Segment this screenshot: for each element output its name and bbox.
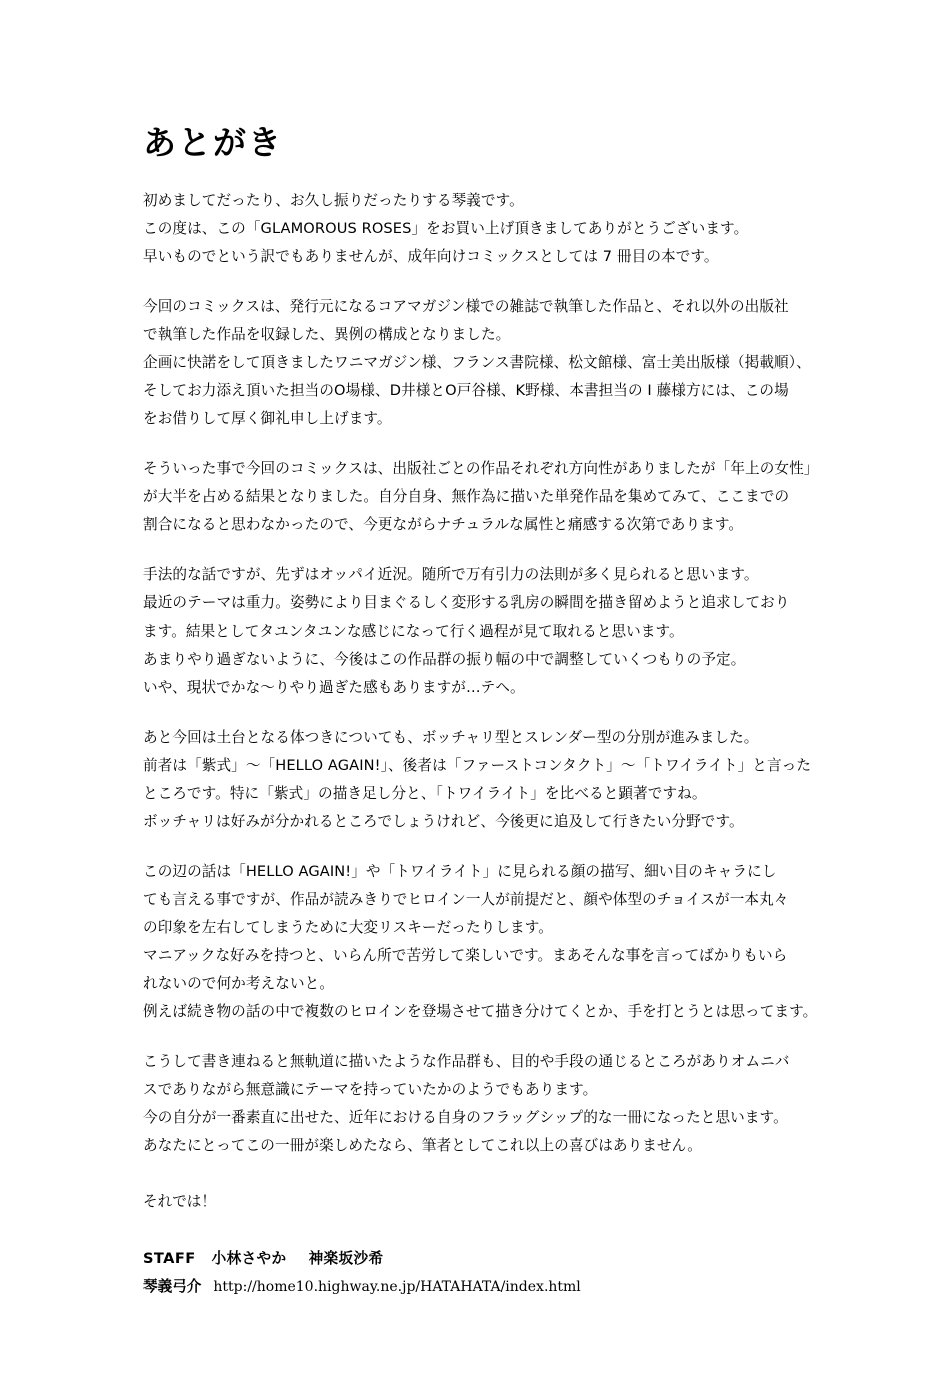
paragraph-7 (143, 1048, 843, 1160)
text-line: 前者は「紫式」〜「HELLO AGAIN!」、後者は「ファーストコンタクト」〜「トワイライト」と言った (143, 756, 812, 774)
text-line: こうして書き連ねると無軌道に描いたような作品群も、目的や手段の通じるところがありオムニバ (143, 1052, 790, 1070)
paragraph-4 (143, 561, 843, 701)
text-line: ます。結果としてタユンタユンな感じになって行く過程が見て取れると思います。 (143, 622, 684, 640)
text-line: 割合になると思わなかったので、今更ながらナチュラルな属性と痛感する次第であります。 (143, 516, 744, 534)
text-line: 手法的な話ですが、先ずはオッパイ近況。随所で万有引力の法則が多く見られると思います。 (143, 566, 759, 584)
text-line: をお借りして厚く御礼申し上げます。 (143, 410, 392, 428)
text-line: ても言える事ですが、作品が読みきりでヒロイン一人が前提だと、顔や体型のチョイスが一本丸々 (143, 890, 789, 908)
text-line: あまりやり過ぎないように、今後はこの作品群の振り幅の中で調整していくつもりの予定。 (143, 650, 746, 668)
text-line: 企画に快諾をして頂きましたワニマガジン様、フランス書院様、松文館様、富士美出版様（掲載順）、 (143, 354, 811, 372)
paragraph-3 (143, 455, 843, 539)
text-line: あなたにとってこの一冊が楽しめたなら、筆者としてこれ以上の喜びはありません。 (143, 1136, 702, 1154)
author-website-url: http://home10.highway.ne.jp/HATAHATA/index.html (213, 1279, 581, 1296)
text-line: 初めましてだったり、お久し振りだったりする琴義です。 (143, 192, 524, 210)
text-line: 今回のコミックスは、発行元になるコアマガジン様での雑誌で執筆した作品と、それ以外の出版社 (143, 298, 789, 316)
text-line: この度は、この「GLAMOROUS ROSES」をお買い上げ頂きましてありがとうございます。 (143, 220, 749, 238)
staff-member-name: 神楽坂沙希 (308, 1249, 384, 1267)
staff-credits (143, 1245, 843, 1302)
paragraph-5 (143, 724, 843, 836)
text-line: あと今回は土台となる体つきについても、ボッチャリ型とスレンダー型の分別が進みました。 (143, 728, 759, 746)
text-line: スでありながら無意識にテーマを持っていたかのようでもあります。 (143, 1080, 598, 1098)
text-line: この辺の話は「HELLO AGAIN!」や「トワイライト」に見られる顔の描写、細い目のキャラにし (143, 862, 777, 880)
text-line: 今の自分が一番素直に出せた、近年における自身のフラッグシップ的な一冊になったと思います。 (143, 1108, 788, 1126)
staff-member-name: 小林さやか (211, 1249, 287, 1267)
text-line: 例えば続き物の話の中で複数のヒロインを登場させて描き分けてくとか、手を打とうとは思ってます。 (143, 1002, 818, 1020)
staff-row (143, 1245, 843, 1273)
page-title: あとがき (143, 123, 283, 162)
closing-text: それでは！ (143, 1192, 216, 1210)
text-line: ところです。特に「紫式」の描き足し分と、「トワイライト」を比べると顕著ですね。 (143, 784, 707, 802)
paragraph-6 (143, 858, 843, 1026)
paragraph-2 (143, 293, 843, 433)
author-name: 琴義弓介 (143, 1278, 202, 1296)
text-line: れないので何か考えないと。 (143, 974, 335, 992)
text-line: で執筆した作品を収録した、異例の構成となりました。 (143, 326, 511, 344)
text-line: マニアックな好みを持つと、いらん所で苦労して楽しいです。まあそんな事を言ってばかりもいら (143, 946, 788, 964)
text-line: そういった事で今回のコミックスは、出版社ごとの作品それぞれ方向性がありましたが「年上の女性」 (143, 460, 819, 478)
text-line: ボッチャリは好みが分かれるところでしょうけれど、今後更に追及して行きたい分野です。 (143, 812, 744, 830)
staff-label: STAFF (143, 1249, 196, 1267)
text-line: 早いものでという訳でもありませんが、成年向けコミックスとしては 7 冊目の本です。 (143, 248, 719, 266)
author-row (143, 1273, 843, 1301)
text-line: そしてお力添え頂いた担当のO場様、D井様とO戸谷様、K野様、本書担当の I 藤様方には、この場 (143, 382, 789, 400)
afterword-content (143, 125, 843, 1302)
text-line: 最近のテーマは重力。姿勢により目まぐるしく変形する乳房の瞬間を描き留めようと追求しており (143, 594, 790, 612)
text-line: が大半を占める結果となりました。自分自身、無作為に描いた単発作品を集めてみて、ここまでの (143, 488, 790, 506)
paragraph-1 (143, 187, 843, 271)
text-line: いや、現状でかな〜りやり過ぎた感もありますが…テヘ。 (143, 678, 525, 696)
text-line: の印象を左右してしまうために大変リスキーだったりします。 (143, 918, 553, 936)
